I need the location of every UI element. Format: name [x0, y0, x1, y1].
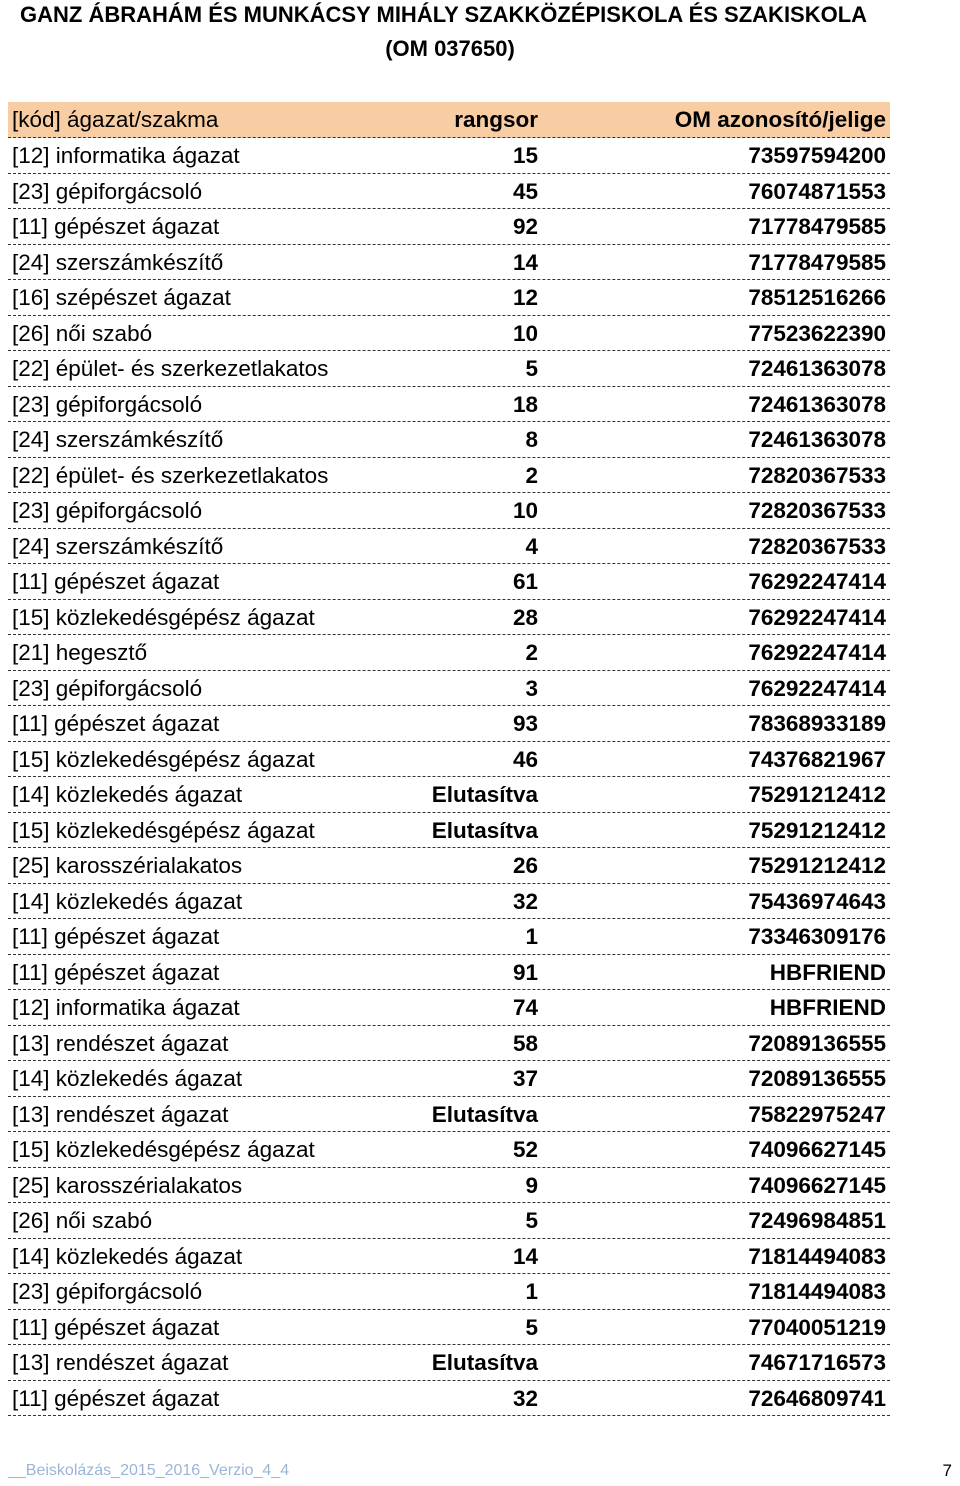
table-row — [8, 777, 890, 813]
table-row — [8, 919, 890, 955]
row-rank: 37 — [512, 1066, 538, 1091]
row-om: 75822975247 — [748, 1101, 886, 1127]
table-row — [8, 493, 890, 529]
row-rank: Elutasítva — [431, 1101, 538, 1127]
header-rank: rangsor — [454, 107, 538, 132]
table-row — [8, 813, 890, 849]
row-rank: 18 — [512, 391, 538, 417]
row-om: 71778479585 — [748, 214, 886, 239]
row-rank: 12 — [512, 285, 538, 310]
row-name: [11] gépészet ágazat — [12, 1385, 220, 1411]
row-rank: 4 — [525, 533, 538, 559]
row-name: [11] gépészet ágazat — [12, 711, 220, 736]
footer-filename: __Beiskolázás_2015_2016_Verzio_4_4 — [8, 1462, 290, 1479]
row-name: [21] hegesztő — [12, 640, 148, 665]
row-om: 74096627145 — [748, 1172, 886, 1198]
header-name: [kód] ágazat/szakma — [12, 107, 219, 132]
row-rank: 58 — [512, 1030, 538, 1056]
row-name: [23] gépiforgácsoló — [12, 391, 203, 417]
row-om: 75291212412 — [748, 817, 886, 843]
school-om-id: (OM 037650) — [385, 36, 515, 61]
row-om: 71814494083 — [748, 1279, 886, 1304]
row-om: 76292247414 — [748, 675, 886, 701]
row-name: [14] közlekedés ágazat — [12, 782, 243, 807]
row-name: [23] gépiforgácsoló — [12, 675, 203, 701]
table-row — [8, 1026, 890, 1062]
row-rank: 93 — [512, 711, 538, 736]
table-row — [8, 1097, 890, 1133]
row-om: 77040051219 — [748, 1314, 886, 1340]
row-om: 75436974643 — [748, 888, 886, 914]
row-rank: Elutasítva — [431, 782, 538, 807]
table-row — [8, 1168, 890, 1204]
row-name: [12] informatika ágazat — [12, 995, 240, 1020]
row-name: [24] szerszámkészítő — [12, 249, 224, 275]
row-name: [16] szépészet ágazat — [12, 285, 231, 310]
row-rank: 26 — [512, 853, 538, 878]
row-om: 72089136555 — [748, 1030, 886, 1056]
row-rank: 1 — [525, 924, 538, 949]
table-row — [8, 1310, 890, 1346]
row-rank: 2 — [525, 462, 538, 488]
row-rank: 74 — [512, 995, 538, 1020]
row-name: [23] gépiforgácsoló — [12, 498, 203, 523]
row-rank: 52 — [512, 1137, 538, 1162]
row-name: [14] közlekedés ágazat — [12, 1066, 243, 1091]
row-rank: 28 — [512, 604, 538, 630]
table-row — [8, 635, 890, 671]
row-om: 73346309176 — [748, 924, 886, 949]
table-row — [8, 1239, 890, 1275]
row-name: [13] rendészet ágazat — [12, 1350, 229, 1375]
row-rank: 14 — [512, 249, 538, 275]
row-rank: Elutasítva — [431, 1350, 538, 1375]
table-row — [8, 564, 890, 600]
table-row — [8, 955, 890, 991]
row-name: [15] közlekedésgépész ágazat — [12, 1137, 315, 1162]
row-rank: 2 — [525, 640, 538, 665]
row-rank: 3 — [525, 675, 538, 701]
row-om: 71814494083 — [748, 1243, 886, 1269]
table-row — [8, 422, 890, 458]
row-om: 76292247414 — [748, 569, 886, 594]
row-om: HBFRIEND — [769, 995, 886, 1020]
row-name: [15] közlekedésgépész ágazat — [12, 746, 315, 772]
row-om: 75291212412 — [748, 782, 886, 807]
row-om: 72820367533 — [748, 533, 886, 559]
row-rank: 5 — [525, 1314, 538, 1340]
row-name: [11] gépészet ágazat — [12, 214, 220, 239]
row-name: [11] gépészet ágazat — [12, 959, 220, 985]
row-name: [14] közlekedés ágazat — [12, 888, 243, 914]
row-name: [24] szerszámkészítő — [12, 427, 224, 452]
table-row — [8, 174, 890, 210]
table-header-row — [8, 102, 890, 138]
row-name: [23] gépiforgácsoló — [12, 1279, 203, 1304]
table-row — [8, 209, 890, 245]
row-rank: 5 — [525, 1208, 538, 1233]
table-row — [8, 316, 890, 352]
row-rank: 45 — [512, 178, 538, 204]
row-om: 76074871553 — [748, 178, 886, 204]
row-rank: 92 — [512, 214, 538, 239]
row-name: [24] szerszámkészítő — [12, 533, 224, 559]
table-row — [8, 245, 890, 281]
row-name: [26] női szabó — [12, 1208, 153, 1233]
table-body — [8, 138, 890, 1416]
row-om: 71778479585 — [748, 249, 886, 275]
row-om: 72461363078 — [748, 427, 886, 452]
table-row — [8, 458, 890, 494]
row-name: [26] női szabó — [12, 320, 153, 346]
table-row — [8, 706, 890, 742]
table-row — [8, 280, 890, 316]
table-row — [8, 1132, 890, 1168]
row-rank: 5 — [525, 356, 538, 381]
row-om: 72820367533 — [748, 462, 886, 488]
row-rank: 10 — [512, 320, 538, 346]
row-om: 78512516266 — [748, 285, 886, 310]
row-om: 74671716573 — [748, 1350, 886, 1375]
table-row — [8, 1061, 890, 1097]
row-om: 78368933189 — [748, 711, 886, 736]
row-name: [14] közlekedés ágazat — [12, 1243, 243, 1269]
row-name: [23] gépiforgácsoló — [12, 178, 203, 204]
row-rank: 46 — [512, 746, 538, 772]
row-rank: 15 — [512, 143, 538, 168]
table-row — [8, 351, 890, 387]
row-name: [15] közlekedésgépész ágazat — [12, 817, 315, 843]
table-row — [8, 1381, 890, 1417]
row-om: 72089136555 — [748, 1066, 886, 1091]
page-number: 7 — [942, 1461, 952, 1480]
row-om: HBFRIEND — [769, 959, 886, 985]
row-om: 72820367533 — [748, 498, 886, 523]
table-row — [8, 742, 890, 778]
row-rank: 32 — [512, 888, 538, 914]
row-rank: Elutasítva — [431, 817, 538, 843]
row-name: [12] informatika ágazat — [12, 143, 240, 168]
row-om: 72461363078 — [748, 356, 886, 381]
table-row — [8, 529, 890, 565]
row-om: 72461363078 — [748, 391, 886, 417]
row-name: [22] épület- és szerkezetlakatos — [12, 356, 329, 381]
row-rank: 91 — [512, 959, 538, 985]
row-name: [13] rendészet ágazat — [12, 1030, 229, 1056]
table-row — [8, 387, 890, 423]
table-row — [8, 1274, 890, 1310]
row-om: 72496984851 — [748, 1208, 886, 1233]
row-om: 73597594200 — [748, 143, 886, 168]
table-row — [8, 1345, 890, 1381]
row-name: [11] gépészet ágazat — [12, 1314, 220, 1340]
row-rank: 32 — [512, 1385, 538, 1411]
row-om: 75291212412 — [748, 853, 886, 878]
row-om: 76292247414 — [748, 640, 886, 665]
admission-table — [8, 102, 890, 1416]
row-name: [11] gépészet ágazat — [12, 924, 220, 949]
table-row — [8, 990, 890, 1026]
row-om: 74376821967 — [748, 746, 886, 772]
row-om: 76292247414 — [748, 604, 886, 630]
header-om: OM azonosító/jelige — [674, 107, 886, 132]
table-row — [8, 848, 890, 884]
row-rank: 14 — [512, 1243, 538, 1269]
school-name: GANZ ÁBRAHÁM ÉS MUNKÁCSY MIHÁLY SZAKKÖZÉPISKOLA ÉS SZAKISKOLA — [20, 2, 868, 27]
row-rank: 8 — [525, 427, 538, 452]
row-name: [15] közlekedésgépész ágazat — [12, 604, 315, 630]
table-row — [8, 1203, 890, 1239]
row-rank: 10 — [512, 498, 538, 523]
row-om: 74096627145 — [748, 1137, 886, 1162]
row-name: [25] karosszérialakatos — [12, 1172, 243, 1198]
row-rank: 1 — [525, 1279, 538, 1304]
row-name: [11] gépészet ágazat — [12, 569, 220, 594]
row-rank: 61 — [512, 569, 538, 594]
row-rank: 9 — [525, 1172, 538, 1198]
row-name: [13] rendészet ágazat — [12, 1101, 229, 1127]
row-om: 77523622390 — [748, 320, 886, 346]
row-name: [25] karosszérialakatos — [12, 853, 243, 878]
table-row — [8, 600, 890, 636]
table-row — [8, 138, 890, 174]
table-row — [8, 884, 890, 920]
table-row — [8, 671, 890, 707]
row-name: [22] épület- és szerkezetlakatos — [12, 462, 329, 488]
row-om: 72646809741 — [748, 1385, 886, 1411]
